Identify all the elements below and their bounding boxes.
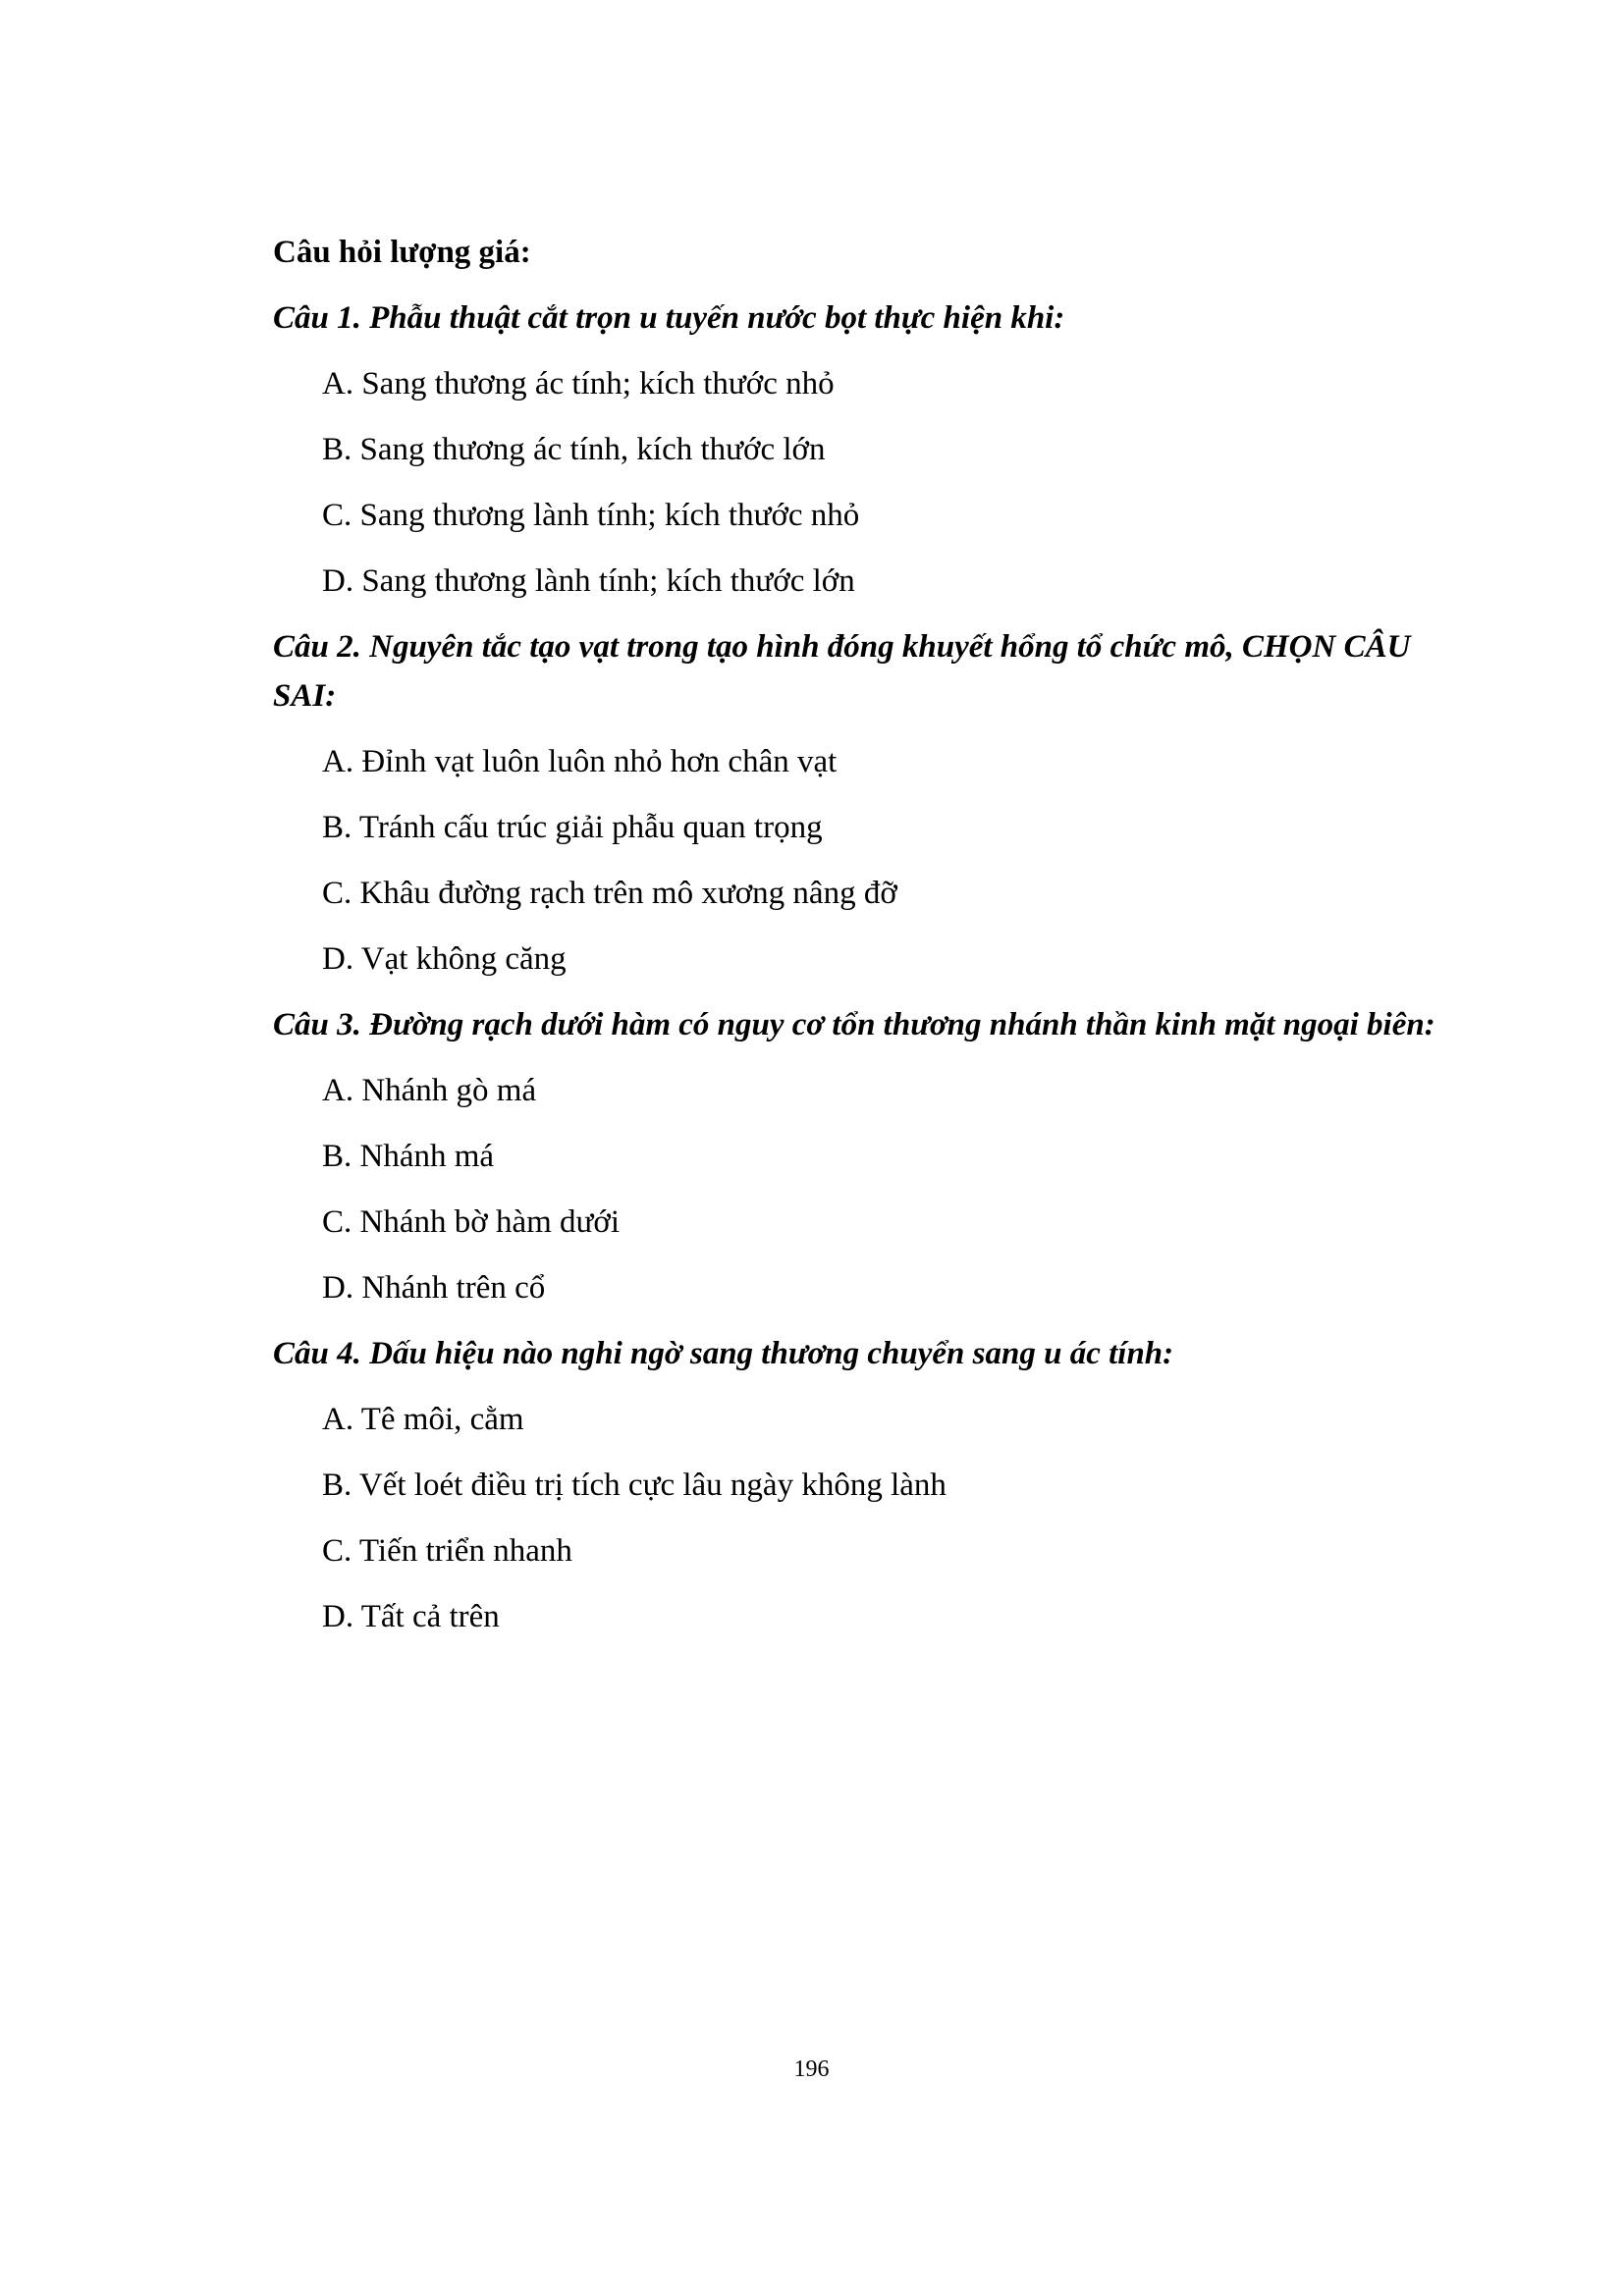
answer-option: D. Vạt không căng bbox=[322, 941, 567, 977]
question-title: Câu 4. Dấu hiệu nào nghi ngờ sang thương chuyển sang u ác tính: bbox=[273, 1336, 1174, 1371]
answer-option: D. Nhánh trên cổ bbox=[322, 1270, 546, 1306]
answer-option: B. Tránh cấu trúc giải phẫu quan trọng bbox=[322, 810, 823, 845]
page-number: 196 bbox=[793, 2056, 830, 2082]
section-heading: Câu hỏi lượng giá: bbox=[273, 235, 531, 270]
question-title: Câu 2. Nguyên tắc tạo vạt trong tạo hình đóng khuyết hổng tổ chức mô, CHỌN CÂU SAI: bbox=[273, 629, 1411, 714]
answer-option: C. Nhánh bờ hàm dưới bbox=[322, 1204, 621, 1240]
answer-option: A. Đỉnh vạt luôn luôn nhỏ hơn chân vạt bbox=[322, 744, 838, 779]
answer-option: C. Sang thương lành tính; kích thước nhỏ bbox=[322, 498, 860, 533]
answer-option: B. Vết loét điều trị tích cực lâu ngày không lành bbox=[322, 1468, 947, 1503]
answer-option: D. Tất cả trên bbox=[322, 1599, 500, 1634]
answer-option: A. Sang thương ác tính; kích thước nhỏ bbox=[322, 366, 835, 401]
question-title: Câu 3. Đường rạch dưới hàm có nguy cơ tổn thương nhánh thần kinh mặt ngoại biên: bbox=[273, 1007, 1435, 1042]
question-4 bbox=[273, 1329, 1481, 1641]
question-3 bbox=[273, 1000, 1481, 1312]
answer-option: B. Nhánh má bbox=[322, 1139, 495, 1174]
answer-option: C. Khâu đường rạch trên mô xương nâng đỡ bbox=[322, 876, 897, 911]
page-content bbox=[273, 228, 1481, 1658]
answer-option: D. Sang thương lành tính; kích thước lớn bbox=[322, 563, 855, 599]
answer-option: C. Tiến triển nhanh bbox=[322, 1533, 572, 1569]
answer-option: A. Nhánh gò má bbox=[322, 1073, 537, 1108]
answer-option: B. Sang thương ác tính, kích thước lớn bbox=[322, 432, 826, 467]
question-1 bbox=[273, 294, 1481, 606]
question-2 bbox=[273, 622, 1481, 984]
question-title: Câu 1. Phẫu thuật cắt trọn u tuyến nước bọt thực hiện khi: bbox=[273, 300, 1065, 336]
answer-option: A. Tê môi, cằm bbox=[322, 1402, 524, 1437]
